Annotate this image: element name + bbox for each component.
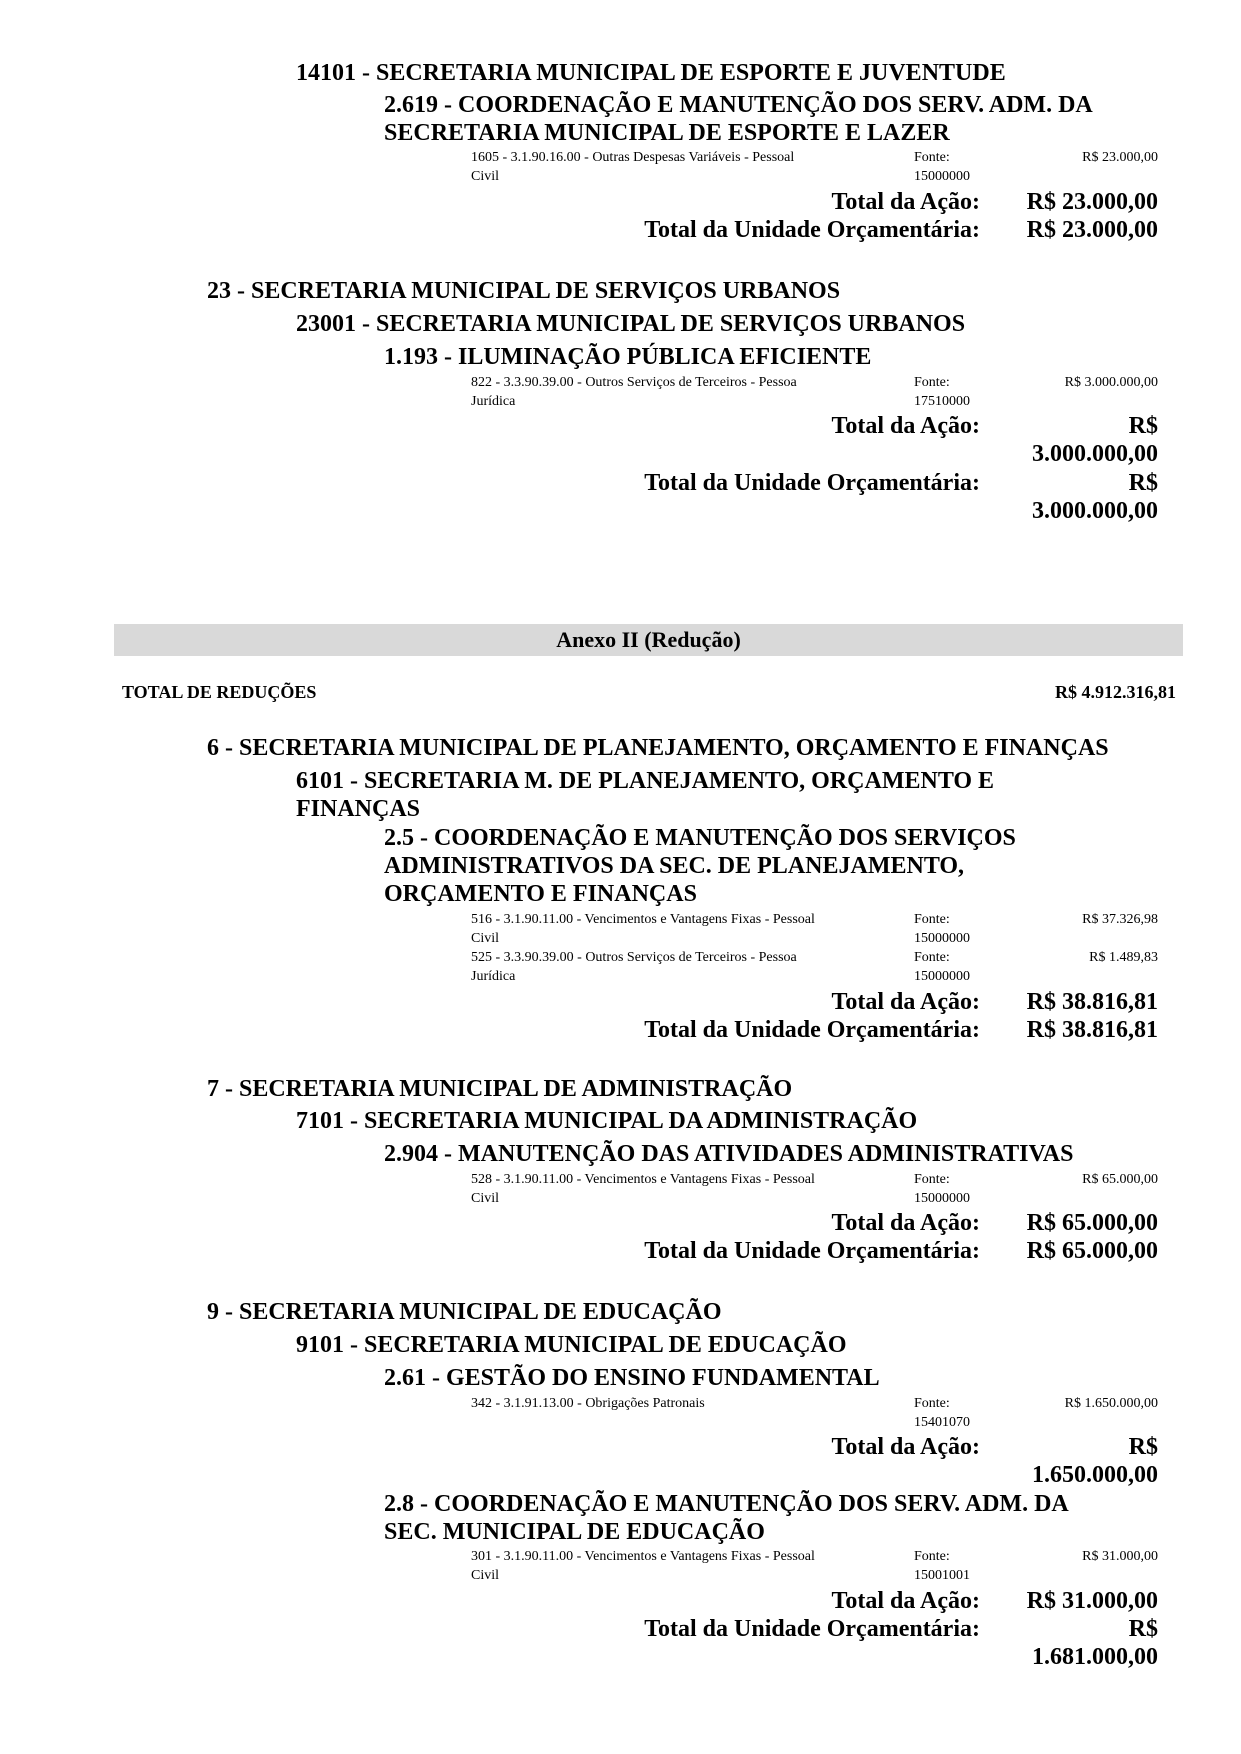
total-unidade-currency: R$ <box>1128 1616 1158 1642</box>
fonte-code: 15000000 <box>914 169 970 184</box>
total-unidade-label: Total da Unidade Orçamentária: <box>644 1017 980 1043</box>
org-heading: 7 - SECRETARIA MUNICIPAL DE ADMINISTRAÇÃO <box>207 1076 793 1102</box>
expense-item-desc-cont: Civil <box>471 931 500 946</box>
total-unidade-currency: R$ <box>1128 470 1158 496</box>
total-acao-label: Total da Ação: <box>831 1588 980 1614</box>
expense-item-desc-cont: Civil <box>471 169 500 184</box>
expense-item-desc: 342 - 3.1.91.13.00 - Obrigações Patronais <box>471 1396 705 1411</box>
expense-item-value: R$ 1.650.000,00 <box>1064 1396 1158 1411</box>
action-heading: 2.61 - GESTÃO DO ENSINO FUNDAMENTAL <box>384 1365 880 1391</box>
action-heading-cont: SECRETARIA MUNICIPAL DE ESPORTE E LAZER <box>384 120 950 146</box>
expense-item-desc-cont: Jurídica <box>471 394 516 409</box>
fonte-code: 15000000 <box>914 969 970 984</box>
fonte-code: 15000000 <box>914 1191 970 1206</box>
total-reducoes-value: R$ 4.912.316,81 <box>1055 682 1176 702</box>
action-heading: 2.619 - COORDENAÇÃO E MANUTENÇÃO DOS SERV. ADM. DA <box>384 92 1093 118</box>
expense-item-desc: 528 - 3.1.90.11.00 - Vencimentos e Vantagens Fixas - Pessoal <box>471 1172 815 1187</box>
total-acao-currency: R$ <box>1128 413 1158 439</box>
action-heading-cont: SEC. MUNICIPAL DE EDUCAÇÃO <box>384 1519 765 1545</box>
fonte-label: Fonte: <box>914 1549 950 1564</box>
fonte-code: 15401070 <box>914 1415 970 1430</box>
unit-heading: 9101 - SECRETARIA MUNICIPAL DE EDUCAÇÃO <box>296 1332 847 1358</box>
total-unidade-label: Total da Unidade Orçamentária: <box>644 217 980 243</box>
unit-heading: 6101 - SECRETARIA M. DE PLANEJAMENTO, ORÇAMENTO E <box>296 768 995 794</box>
expense-item-value: R$ 3.000.000,00 <box>1064 375 1158 390</box>
expense-item-desc-cont: Civil <box>471 1191 500 1206</box>
fonte-code: 15001001 <box>914 1568 970 1583</box>
fonte-label: Fonte: <box>914 375 950 390</box>
action-heading: 2.5 - COORDENAÇÃO E MANUTENÇÃO DOS SERVIÇOS <box>384 825 1016 851</box>
org-heading: 9 - SECRETARIA MUNICIPAL DE EDUCAÇÃO <box>207 1299 722 1325</box>
unit-heading: 23001 - SECRETARIA MUNICIPAL DE SERVIÇOS URBANOS <box>296 311 966 337</box>
total-unidade-value: R$ 23.000,00 <box>1026 217 1158 243</box>
section-title: Anexo II (Redução) <box>556 627 741 652</box>
expense-item-desc-cont: Jurídica <box>471 969 516 984</box>
total-unidade-label: Total da Unidade Orçamentária: <box>644 1238 980 1264</box>
expense-item-desc: 822 - 3.3.90.39.00 - Outros Serviços de Terceiros - Pessoa <box>471 375 797 390</box>
total-acao-value: R$ 23.000,00 <box>1026 189 1158 215</box>
total-acao-currency: R$ <box>1128 1434 1158 1460</box>
org-heading: 23 - SECRETARIA MUNICIPAL DE SERVIÇOS URBANOS <box>207 278 841 304</box>
total-acao-label: Total da Ação: <box>831 989 980 1015</box>
expense-item-value: R$ 37.326,98 <box>1082 912 1158 927</box>
expense-item-desc: 516 - 3.1.90.11.00 - Vencimentos e Vantagens Fixas - Pessoal <box>471 912 815 927</box>
expense-item-value: R$ 23.000,00 <box>1082 150 1158 165</box>
expense-item-desc: 1605 - 3.1.90.16.00 - Outras Despesas Variáveis - Pessoal <box>471 150 795 165</box>
total-unidade-label: Total da Unidade Orçamentária: <box>644 470 980 496</box>
fonte-label: Fonte: <box>914 950 950 965</box>
unit-heading: 14101 - SECRETARIA MUNICIPAL DE ESPORTE E JUVENTUDE <box>296 60 1006 86</box>
total-acao-value: R$ 31.000,00 <box>1026 1588 1158 1614</box>
fonte-code: 17510000 <box>914 394 970 409</box>
total-acao-label: Total da Ação: <box>831 413 980 439</box>
action-heading: 2.904 - MANUTENÇÃO DAS ATIVIDADES ADMINISTRATIVAS <box>384 1141 1074 1167</box>
total-acao-value: R$ 38.816,81 <box>1026 989 1158 1015</box>
expense-item-desc: 525 - 3.3.90.39.00 - Outros Serviços de Terceiros - Pessoa <box>471 950 797 965</box>
expense-item-desc-cont: Civil <box>471 1568 500 1583</box>
fonte-label: Fonte: <box>914 1396 950 1411</box>
fonte-label: Fonte: <box>914 150 950 165</box>
expense-item-desc: 301 - 3.1.90.11.00 - Vencimentos e Vantagens Fixas - Pessoal <box>471 1549 815 1564</box>
total-acao-value: 3.000.000,00 <box>1032 441 1158 467</box>
total-unidade-label: Total da Unidade Orçamentária: <box>644 1616 980 1642</box>
total-unidade-value: R$ 38.816,81 <box>1026 1017 1158 1043</box>
fonte-label: Fonte: <box>914 1172 950 1187</box>
unit-heading: 7101 - SECRETARIA MUNICIPAL DA ADMINISTRAÇÃO <box>296 1108 918 1134</box>
expense-item-value: R$ 1.489,83 <box>1089 950 1158 965</box>
total-acao-value: R$ 65.000,00 <box>1026 1210 1158 1236</box>
action-heading: 2.8 - COORDENAÇÃO E MANUTENÇÃO DOS SERV. ADM. DA <box>384 1491 1069 1517</box>
action-heading: 1.193 - ILUMINAÇÃO PÚBLICA EFICIENTE <box>384 344 872 370</box>
total-unidade-value: R$ 65.000,00 <box>1026 1238 1158 1264</box>
expense-item-value: R$ 65.000,00 <box>1082 1172 1158 1187</box>
action-heading-cont: ADMINISTRATIVOS DA SEC. DE PLANEJAMENTO, <box>384 853 965 879</box>
fonte-label: Fonte: <box>914 912 950 927</box>
unit-heading-cont: FINANÇAS <box>296 796 421 822</box>
total-unidade-value: 3.000.000,00 <box>1032 498 1158 524</box>
total-acao-label: Total da Ação: <box>831 189 980 215</box>
total-acao-label: Total da Ação: <box>831 1210 980 1236</box>
action-heading-cont: ORÇAMENTO E FINANÇAS <box>384 881 697 907</box>
total-unidade-value: 1.681.000,00 <box>1032 1644 1158 1670</box>
fonte-code: 15000000 <box>914 931 970 946</box>
org-heading: 6 - SECRETARIA MUNICIPAL DE PLANEJAMENTO, ORÇAMENTO E FINANÇAS <box>207 735 1109 761</box>
total-reducoes-label: TOTAL DE REDUÇÕES <box>122 682 317 702</box>
expense-item-value: R$ 31.000,00 <box>1082 1549 1158 1564</box>
total-acao-value: 1.650.000,00 <box>1032 1462 1158 1488</box>
total-acao-label: Total da Ação: <box>831 1434 980 1460</box>
